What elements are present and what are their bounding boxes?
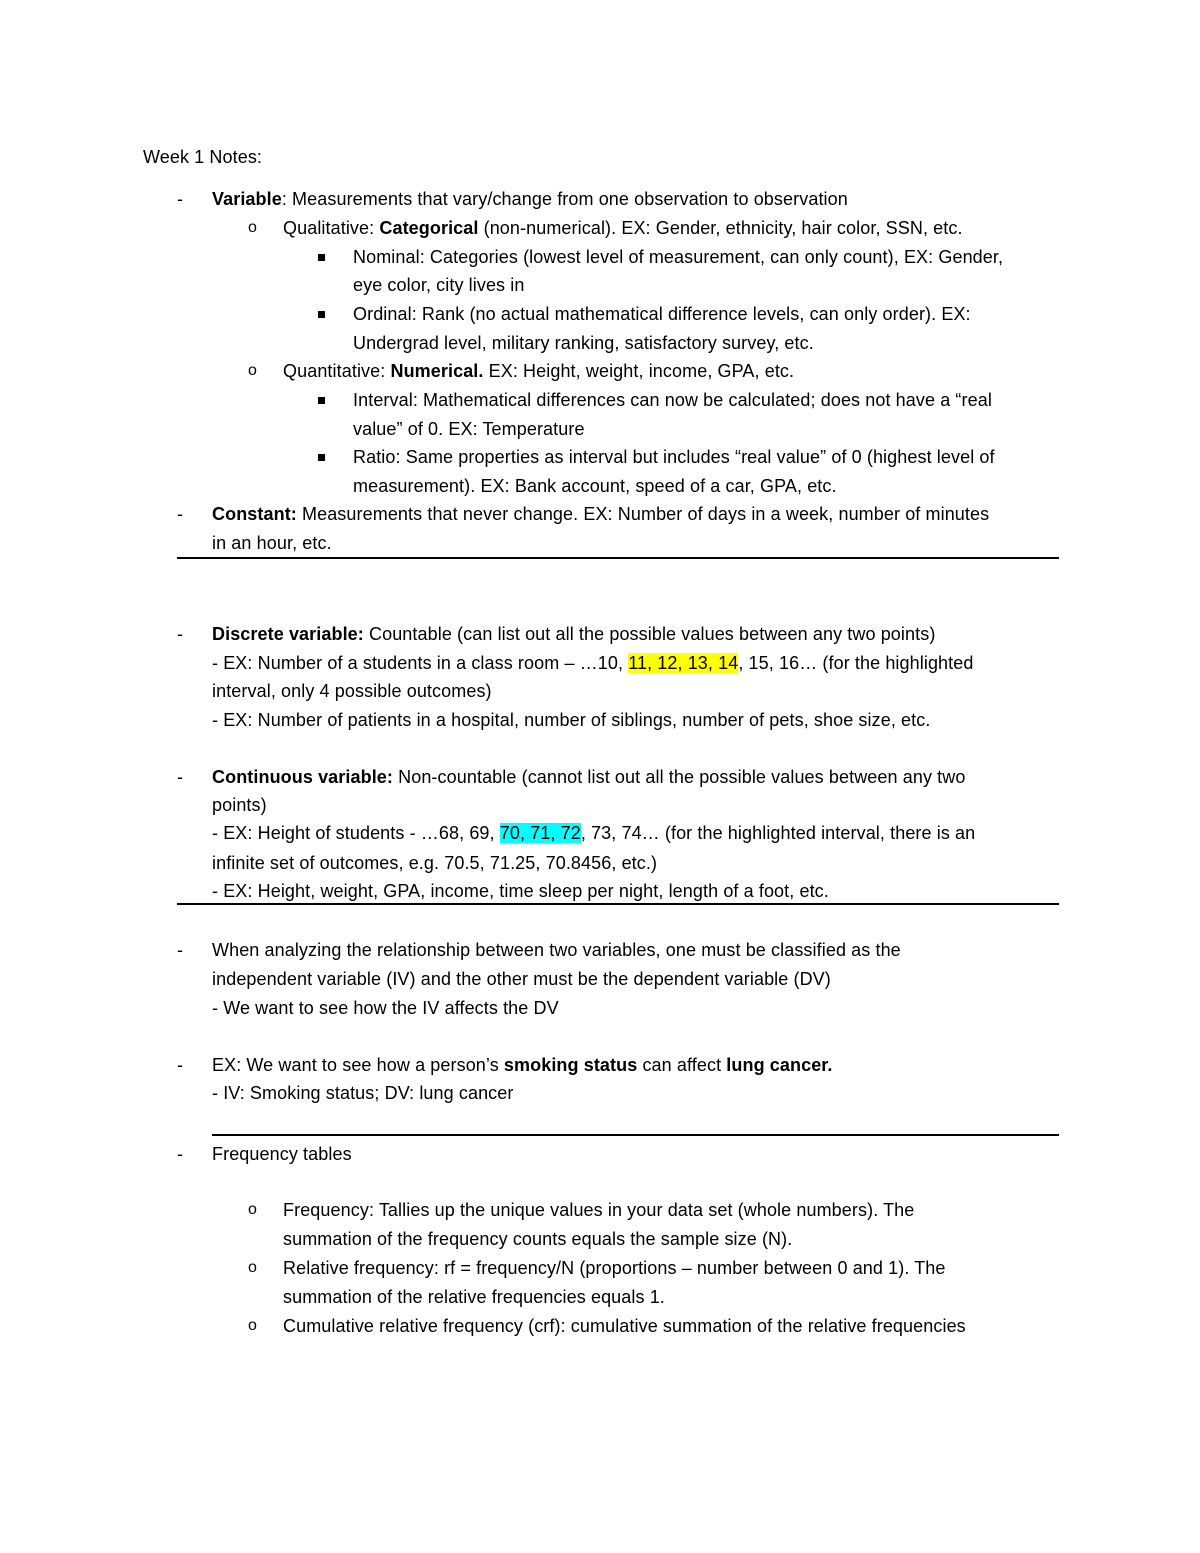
- smoking-period: .: [827, 1055, 833, 1075]
- circle-bullet: o: [248, 1317, 257, 1334]
- relative-frequency-line-1: Relative frequency: rf = frequency/N (proportions – number between 0 and 1). The: [283, 1258, 946, 1278]
- variable-definition: [212, 185, 848, 213]
- continuous-example-1: [212, 819, 975, 847]
- quantitative-label: Quantitative:: [283, 361, 391, 381]
- highlight-cyan: 70, 71, 72: [499, 823, 581, 843]
- quantitative-def: EX: Height, weight, income, GPA, etc.: [483, 361, 795, 381]
- nominal-line-1: Nominal: Categories (lowest level of measurement, can only count), EX: Gender,: [353, 247, 1004, 267]
- square-bullet: [318, 454, 325, 461]
- frequency-line-1: Frequency: Tallies up the unique values in your data set (whole numbers). The: [283, 1200, 915, 1220]
- divider: [177, 903, 1059, 905]
- page-title: Week 1 Notes:: [143, 147, 263, 167]
- discrete-example-1: [212, 649, 974, 677]
- dash-bullet: -: [177, 767, 183, 787]
- circle-bullet: o: [248, 1259, 257, 1276]
- continuous-line: [212, 763, 965, 791]
- square-bullet: [318, 397, 325, 404]
- square-bullet: [318, 311, 325, 318]
- qualitative-def: (non-numerical). EX: Gender, ethnicity, hair color, SSN, etc.: [478, 218, 963, 238]
- ordinal-line-1: Ordinal: Rank (no actual mathematical difference levels, can only order). EX:: [353, 304, 971, 324]
- circle-bullet: o: [248, 1201, 257, 1218]
- ratio-line-1: Ratio: Same properties as interval but includes “real value” of 0 (highest level of: [353, 447, 995, 467]
- discrete-example-2: - EX: Number of patients in a hospital, number of siblings, number of pets, shoe size, etc.: [212, 710, 931, 730]
- smoking-iv-dv: - IV: Smoking status; DV: lung cancer: [212, 1083, 514, 1103]
- numerical-term: Numerical.: [390, 361, 484, 381]
- frequency-line-2: summation of the frequency counts equals the sample size (N).: [283, 1229, 793, 1249]
- smoking-example: [212, 1051, 833, 1079]
- qualitative-line: [283, 214, 963, 242]
- smoking-status-term: smoking status: [503, 1055, 638, 1075]
- discrete-def: Countable (can list out all the possible values between any two points): [363, 624, 936, 644]
- highlight-yellow: 11, 12, 13, 14: [628, 653, 739, 673]
- continuous-example-1b: infinite set of outcomes, e.g. 70.5, 71.25, 70.8456, etc.): [212, 853, 658, 873]
- constant-line-2: in an hour, etc.: [212, 533, 332, 553]
- relationship-line-1: When analyzing the relationship between two variables, one must be classified as the: [212, 940, 901, 960]
- constant-def: Measurements that never change. EX: Number of days in a week, number of minutes: [296, 504, 990, 524]
- relationship-line-2: independent variable (IV) and the other must be the dependent variable (DV): [212, 969, 831, 989]
- square-bullet: [318, 254, 325, 261]
- smoking-text-mid: can affect: [637, 1055, 727, 1075]
- smoking-text: EX: We want to see how a person’s: [212, 1055, 504, 1075]
- ratio-line-2: measurement). EX: Bank account, speed of a car, GPA, etc.: [353, 476, 837, 496]
- lung-cancer-term: lung cancer: [726, 1055, 828, 1075]
- discrete-term: Discrete variable:: [212, 624, 364, 644]
- discrete-example-text: - EX: Number of a students in a class room – …10,: [212, 653, 629, 673]
- circle-bullet: o: [248, 219, 257, 236]
- relationship-line-3: - We want to see how the IV affects the DV: [212, 998, 559, 1018]
- continuous-example-text: - EX: Height of students - …68, 69,: [212, 823, 500, 843]
- relative-frequency-line-2: summation of the relative frequencies equals 1.: [283, 1287, 665, 1307]
- continuous-term: Continuous variable:: [212, 767, 394, 787]
- variable-def: : Measurements that vary/change from one observation to observation: [281, 189, 848, 209]
- discrete-line: [212, 620, 935, 648]
- discrete-example-1b: interval, only 4 possible outcomes): [212, 681, 492, 701]
- nominal-line-2: eye color, city lives in: [353, 275, 525, 295]
- divider: [212, 1134, 1059, 1136]
- quantitative-line: [283, 357, 794, 385]
- interval-line-1: Interval: Mathematical differences can now be calculated; does not have a “real: [353, 390, 992, 410]
- constant-line-1: [212, 500, 989, 528]
- frequency-tables-heading: Frequency tables: [212, 1144, 352, 1164]
- dash-bullet: -: [177, 624, 183, 644]
- constant-term: Constant:: [212, 504, 297, 524]
- categorical-term: Categorical: [379, 218, 479, 238]
- dash-bullet: -: [177, 1055, 183, 1075]
- continuous-example-tail: , 73, 74… (for the highlighted interval, there is an: [580, 823, 976, 843]
- qualitative-label: Qualitative:: [283, 218, 380, 238]
- variable-term: Variable: [212, 189, 282, 209]
- dash-bullet: -: [177, 504, 183, 524]
- discrete-example-tail: , 15, 16… (for the highlighted: [738, 653, 974, 673]
- continuous-example-2: - EX: Height, weight, GPA, income, time sleep per night, length of a foot, etc.: [212, 881, 829, 901]
- continuous-line-2: points): [212, 795, 267, 815]
- dash-bullet: -: [177, 940, 183, 960]
- continuous-def: Non-countable (cannot list out all the possible values between any two: [393, 767, 966, 787]
- interval-line-2: value” of 0. EX: Temperature: [353, 419, 585, 439]
- circle-bullet: o: [248, 362, 257, 379]
- dash-bullet: -: [177, 1144, 183, 1164]
- ordinal-line-2: Undergrad level, military ranking, satisfactory survey, etc.: [353, 333, 814, 353]
- cumulative-frequency-line: Cumulative relative frequency (crf): cumulative summation of the relative frequencies: [283, 1316, 966, 1336]
- divider: [177, 557, 1059, 559]
- dash-bullet: -: [177, 189, 183, 209]
